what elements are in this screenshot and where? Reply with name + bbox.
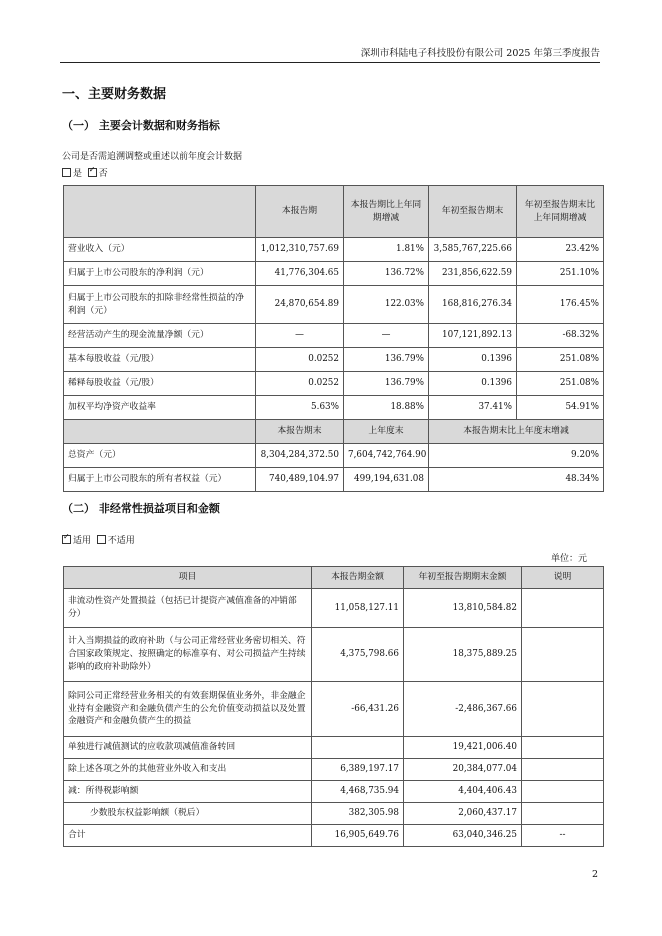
applicable-options [62, 533, 135, 546]
table-cell: 16,905,649.76 [312, 825, 404, 847]
table-row [64, 589, 604, 628]
not-applicable-label: 不适用 [107, 536, 135, 546]
checkbox-not-applicable[interactable] [97, 535, 106, 544]
retro-adjust-options [62, 166, 108, 179]
table-header-cell: 年初至报告期末 [429, 186, 517, 238]
table-cell: 4,404,406.43 [404, 781, 522, 803]
table-row [64, 682, 604, 737]
section-title-non-recurring: （二） 非经常性损益项目和金额 [62, 502, 220, 515]
row-label: 加权平均净资产收益率 [64, 396, 256, 420]
table-cell: 168,816,276.34 [429, 286, 517, 324]
table-header-cell: 年初至报告期末比上年同期增减 [517, 186, 604, 238]
table-cell: 176.45% [517, 286, 604, 324]
table-cell: — [344, 324, 429, 348]
table-cell: 48.34% [429, 468, 604, 492]
table-cell: 4,375,798.66 [312, 628, 404, 682]
table-row [64, 262, 604, 286]
table-header-cell: 项目 [64, 567, 312, 589]
table-cell: 8,304,284,372.50 [256, 444, 344, 468]
table-cell: 136.79% [344, 372, 429, 396]
table-header-cell: 本报告期金额 [312, 567, 404, 589]
table-cell: 5.63% [256, 396, 344, 420]
table-cell: 251.08% [517, 348, 604, 372]
table-cell: 231,856,622.59 [429, 262, 517, 286]
row-label: 减：所得税影响额 [64, 781, 312, 803]
row-label: 合计 [64, 825, 312, 847]
non-recurring-items-table [63, 566, 604, 847]
row-label: 除同公司正常经营业务相关的有效套期保值业务外，非金融企业持有金融资产和金融负债产生的公允价值变动损益以及处置金融资产和金融负债产生的损益 [64, 682, 312, 737]
table-row [64, 803, 604, 825]
table-cell: 23.42% [517, 238, 604, 262]
table-cell: 107,121,892.13 [429, 324, 517, 348]
table-row [64, 348, 604, 372]
table-header-cell [64, 186, 256, 238]
row-label: 非流动性资产处置损益（包括已计提资产减值准备的冲销部分） [64, 589, 312, 628]
page-header: 深圳市科陆电子科技股份有限公司 2025 年第三季度报告 [60, 45, 600, 63]
table-cell: 0.1396 [429, 348, 517, 372]
table-cell [312, 737, 404, 759]
option-no-label: 否 [98, 169, 108, 179]
table-header-row [64, 186, 604, 238]
row-label: 经营活动产生的现金流量净额（元） [64, 324, 256, 348]
table-cell: 0.0252 [256, 372, 344, 396]
table-cell: 54.91% [517, 396, 604, 420]
section-title-main-financial-data: 一、主要财务数据 [62, 87, 167, 102]
row-label: 稀释每股收益（元/股） [64, 372, 256, 396]
table-cell [522, 628, 604, 682]
table-row [64, 825, 604, 847]
page-number: 2 [592, 869, 599, 880]
table-cell: 122.03% [344, 286, 429, 324]
table-cell: 0.0252 [256, 348, 344, 372]
table-cell: 4,468,735.94 [312, 781, 404, 803]
row-label: 计入当期损益的政府补助（与公司正常经营业务密切相关、符合国家政策规定、按照确定的标准享有、对公司损益产生持续影响的政府补助除外） [64, 628, 312, 682]
table-cell: 740,489,104.97 [256, 468, 344, 492]
table-row [64, 468, 604, 492]
table-cell [522, 803, 604, 825]
table-header-cell [64, 420, 256, 444]
table-row [64, 324, 604, 348]
table-header-cell: 本报告期末比上年度末增减 [429, 420, 604, 444]
row-label: 总资产（元） [64, 444, 256, 468]
row-label: 除上述各项之外的其他营业外收入和支出 [64, 759, 312, 781]
table-header-cell: 本报告期 [256, 186, 344, 238]
table-cell: -66,431.26 [312, 682, 404, 737]
table-cell: 7,604,742,764.90 [344, 444, 429, 468]
row-label: 归属于上市公司股东的净利润（元） [64, 262, 256, 286]
table-cell: 20,384,077.04 [404, 759, 522, 781]
table-cell: -68.32% [517, 324, 604, 348]
table-cell: 0.1396 [429, 372, 517, 396]
table-header-cell: 说明 [522, 567, 604, 589]
table-cell: 63,040,346.25 [404, 825, 522, 847]
table-row [64, 444, 604, 468]
table-header-cell: 年初至报告期期末金额 [404, 567, 522, 589]
row-label: 归属于上市公司股东的所有者权益（元） [64, 468, 256, 492]
table-cell: 3,585,767,225.66 [429, 238, 517, 262]
table-subheader-row [64, 420, 604, 444]
table-row [64, 396, 604, 420]
row-label: 营业收入（元） [64, 238, 256, 262]
table-cell [522, 759, 604, 781]
table-cell [522, 589, 604, 628]
table-cell: 499,194,631.08 [344, 468, 429, 492]
table-cell: 41,776,304.65 [256, 262, 344, 286]
table-cell: 13,810,584.82 [404, 589, 522, 628]
table-cell: 1.81% [344, 238, 429, 262]
row-label: 基本每股收益（元/股） [64, 348, 256, 372]
table-cell: 9.20% [429, 444, 604, 468]
table-cell: -2,486,367.66 [404, 682, 522, 737]
table-cell: 1,012,310,757.69 [256, 238, 344, 262]
table-cell: 136.79% [344, 348, 429, 372]
table-row [64, 628, 604, 682]
table-row [64, 286, 604, 324]
table-cell: 6,389,197.17 [312, 759, 404, 781]
table-cell: 136.72% [344, 262, 429, 286]
table-cell: 18,375,889.25 [404, 628, 522, 682]
table-header-cell: 本报告期末 [256, 420, 344, 444]
table-cell: 251.10% [517, 262, 604, 286]
table-header-cell: 本报告期比上年同期增减 [344, 186, 429, 238]
row-label: 少数股东权益影响额（税后） [64, 803, 312, 825]
key-financial-indicators-table [63, 185, 604, 492]
table-cell: 382,305.98 [312, 803, 404, 825]
table-cell [522, 781, 604, 803]
table-header-row [64, 567, 604, 589]
applicable-label: 适用 [73, 536, 92, 546]
table-cell: 251.08% [517, 372, 604, 396]
table-row [64, 759, 604, 781]
table-cell [522, 737, 604, 759]
unit-label: 单位：元 [550, 554, 587, 564]
row-label: 单独进行减值测试的应收款项减值准备转回 [64, 737, 312, 759]
table-cell: 24,870,654.89 [256, 286, 344, 324]
table-row [64, 737, 604, 759]
table-row [64, 372, 604, 396]
table-cell: 11,058,127.11 [312, 589, 404, 628]
table-cell: 19,421,006.40 [404, 737, 522, 759]
option-yes-label: 是 [73, 169, 83, 179]
table-cell: -- [522, 825, 604, 847]
section-title-accounting-data: （一） 主要会计数据和财务指标 [62, 119, 220, 132]
checkbox-applicable-checked[interactable] [62, 535, 71, 544]
table-cell: 18.88% [344, 396, 429, 420]
table-header-cell: 上年度末 [344, 420, 429, 444]
row-label: 归属于上市公司股东的扣除非经常性损益的净利润（元） [64, 286, 256, 324]
table-row [64, 781, 604, 803]
table-cell: 2,060,437.17 [404, 803, 522, 825]
retro-adjust-question: 公司是否需追溯调整或重述以前年度会计数据 [62, 152, 243, 162]
table-row [64, 238, 604, 262]
checkbox-no-checked[interactable] [88, 168, 97, 177]
table-cell [522, 682, 604, 737]
checkbox-yes[interactable] [62, 168, 71, 177]
table-cell: — [256, 324, 344, 348]
table-cell: 37.41% [429, 396, 517, 420]
